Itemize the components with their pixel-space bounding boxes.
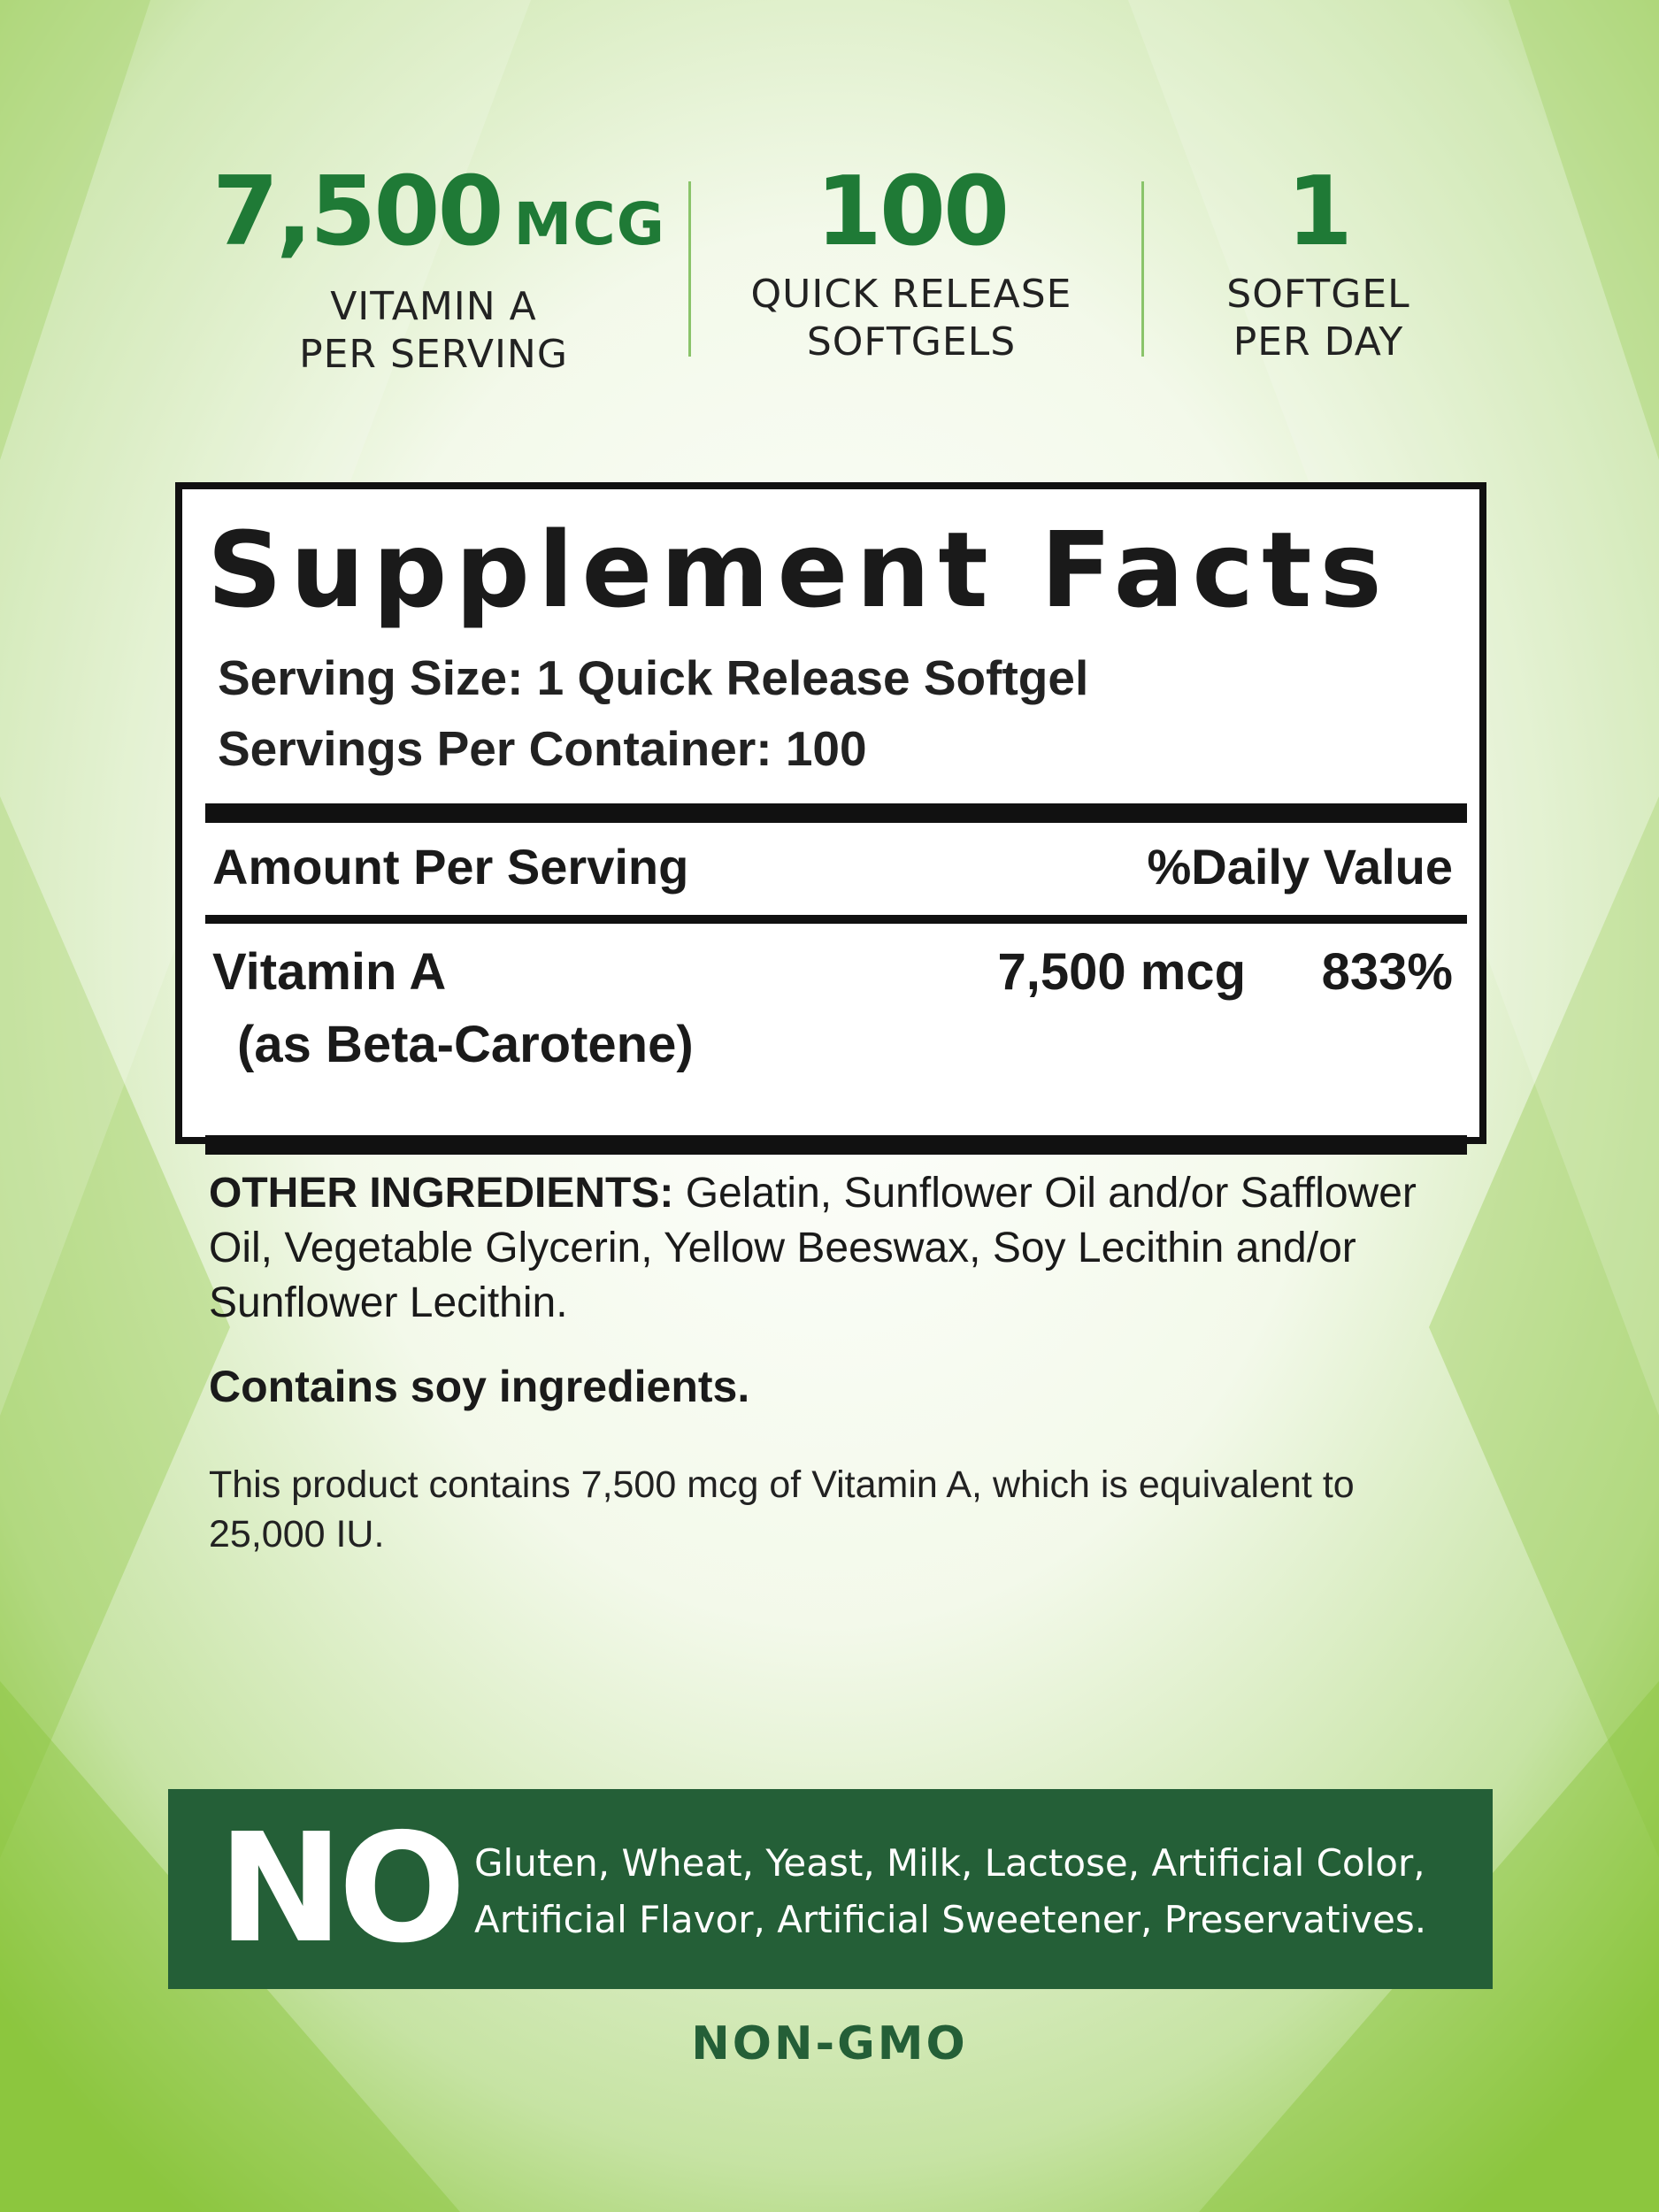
nutrient-source: (as Beta-Carotene) <box>237 1016 694 1073</box>
non-gmo-label: NON-GMO <box>691 2017 968 2070</box>
other-ingredients-label: OTHER INGREDIENTS: <box>209 1170 674 1217</box>
free-from-banner <box>168 1789 1493 1989</box>
stat-daily-line1: SOFTGEL <box>1226 272 1410 317</box>
supplement-facts-panel <box>175 482 1486 1144</box>
no-label: NO <box>218 1801 461 1977</box>
other-ingredients <box>209 1166 1465 1331</box>
stat-dose-line2: PER SERVING <box>299 332 568 377</box>
stat-dose-value: 7,500 <box>212 157 502 267</box>
stat-count-line2: SOFTGELS <box>806 319 1017 365</box>
nutrient-daily-value: 833% <box>1321 943 1453 1001</box>
stat-daily-value: 1 <box>1286 157 1351 267</box>
stats-strip <box>0 0 1659 377</box>
stat-daily-line2: PER DAY <box>1233 319 1404 365</box>
daily-value-header: %Daily Value <box>1147 839 1453 895</box>
nutrient-amount: 7,500 mcg <box>997 943 1246 1001</box>
facts-title: Supplement Facts <box>207 509 1390 631</box>
stat-dose <box>212 157 665 379</box>
stat-dose-unit: MCG <box>513 190 665 258</box>
iu-equivalence-note: This product contains 7,500 mcg of Vitamin A, which is equivalent to 25,000 IU. <box>209 1463 1355 1555</box>
facts-divider-thick <box>205 803 1467 823</box>
free-from-list: Gluten, Wheat, Yeast, Milk, Lactose, Artificial Color, Artificial Flavor, Artificial Sweetener, Preservatives. <box>474 1841 1427 1941</box>
facts-divider-thick <box>205 1135 1467 1155</box>
stat-daily <box>1141 159 1495 366</box>
amount-per-serving-header: Amount Per Serving <box>212 839 689 895</box>
nutrient-name: Vitamin A <box>212 943 447 1001</box>
stat-count <box>690 159 1133 366</box>
servings-per-container: Servings Per Container: 100 <box>218 721 867 776</box>
stat-count-line1: QUICK RELEASE <box>750 272 1072 317</box>
serving-size: Serving Size: 1 Quick Release Softgel <box>218 650 1089 705</box>
allergen-statement: Contains soy ingredients. <box>209 1362 750 1411</box>
other-ingredients-text: Gelatin, Sunflower Oil and/or Safflower Oil, Vegetable Glycerin, Yellow Beeswax, Soy Lecithin and/or Sunflower Lecithin. <box>209 1170 1417 1326</box>
facts-divider-thin <box>205 915 1467 924</box>
stat-count-value: 100 <box>815 157 1008 267</box>
stat-dose-line1: VITAMIN A <box>330 284 537 329</box>
